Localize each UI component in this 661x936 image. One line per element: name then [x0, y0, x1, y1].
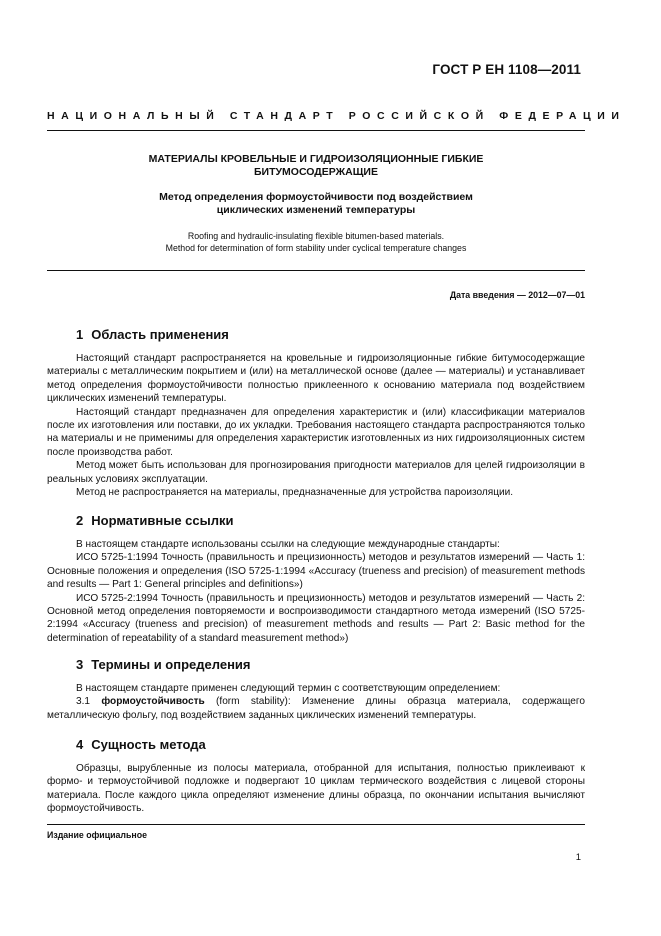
paragraph: Метод может быть использован для прогнозирования пригодности материалов для целей гидроизоляции в реальных условиях эксплуатации.	[47, 460, 585, 485]
section-title: Нормативные ссылки	[91, 513, 234, 528]
reference-iso-5725-1: ИСО 5725-1:1994 Точность (правильность и прецизионность) методов и результатов измерений — Часть 1: Основные положения и определения (ISO 5725-1:1994 «Accuracy (trueness and precision) of measurement methods and results — Part 1: General principles and definitions»)	[47, 552, 585, 591]
section-title: Термины и определения	[91, 657, 251, 672]
section-number: 2	[76, 513, 84, 528]
national-standard-banner: НАЦИОНАЛЬНЫЙ СТАНДАРТ РОССИЙСКОЙ ФЕДЕРАЦИИ	[47, 110, 626, 122]
section-2-heading	[76, 513, 233, 528]
section-title: Сущность метода	[91, 737, 206, 752]
section-number: 1	[76, 327, 84, 342]
section-4-heading	[76, 737, 206, 752]
section-3-heading	[76, 657, 251, 672]
document-title	[47, 153, 585, 179]
english-title	[47, 230, 585, 254]
term: формоустойчивость	[101, 696, 205, 708]
page-number: 1	[575, 852, 581, 863]
title-line-1: МАТЕРИАЛЫ КРОВЕЛЬНЫЕ И ГИДРОИЗОЛЯЦИОННЫЕ ГИБКИЕ	[148, 153, 484, 165]
section-1-body	[47, 352, 585, 499]
english-title-line-2: Method for determination of form stability under cyclical temperature changes	[165, 243, 467, 253]
section-number: 3	[76, 657, 84, 672]
paragraph: Настоящий стандарт распространяется на кровельные и гидроизоляционные гибкие битумосодержащие материалы с металлическим покрытием и (или) на металлической основе (далее — материалы) и устанавливает метод определения формоустойчивости полностью приклеенного к основанию материала под воздействием циклических изменений температуры.	[47, 353, 585, 405]
header-divider	[47, 130, 585, 131]
paragraph: Настоящий стандарт предназначен для определения характеристик и (или) классификации материалов после их изготовления или поставки, до их укладки. Требования настоящего стандарта распространяются только на материалы и не применимы для определения характеристик изготовленных из них гидроизоляционных систем после производства работ.	[47, 406, 585, 458]
term-text: (form stability): Изменение длины образца материала, содержащего металлическую фольгу, под воздействием заданных циклических изменений температуры.	[47, 696, 585, 721]
section-2-body	[47, 538, 585, 645]
section-3-body	[47, 682, 585, 722]
paragraph: В настоящем стандарте применен следующий термин с соответствующим определением:	[76, 683, 501, 694]
reference-iso-5725-2: ИСО 5725-2:1994 Точность (правильность и прецизионность) методов и результатов измерений — Часть 2: Основной метод определения повторяемости и воспроизводимости стандартного метода измерений (ISO 5725-2:1994 «Accuracy (trueness and precision) of measurement methods and results — Part 2: Basic method for the determination of repeatability of a standard measurement method»)	[47, 592, 585, 644]
section-number: 4	[76, 737, 84, 752]
paragraph: Метод не распространяется на материалы, предназначенные для устройства пароизоляции.	[76, 487, 514, 499]
footer-divider	[47, 824, 585, 825]
title-divider	[47, 270, 585, 271]
section-1-heading	[76, 327, 229, 342]
introduction-date: Дата введения — 2012—07—01	[449, 290, 585, 300]
section-title: Область применения	[91, 327, 229, 342]
subtitle-line-1: Метод определения формоустойчивости под воздействием	[159, 191, 473, 203]
official-edition-label: Издание официальное	[47, 830, 147, 840]
paragraph: Образцы, вырубленные из полосы материала, отобранной для испытания, полностью приклеивают к формо- и термоустойчивой подложке и подвергают 10 циклам термического воздействия с лицевой стороны материала. После каждого цикла определяют изменение длины образца, по окончании испытания вычисляют формоустойчивость.	[47, 763, 585, 815]
document-subtitle	[47, 191, 585, 217]
title-line-2: БИТУМОСОДЕРЖАЩИЕ	[254, 166, 378, 178]
document-code: ГОСТ Р ЕН 1108—2011	[432, 62, 581, 77]
section-4-body	[47, 762, 585, 816]
subtitle-line-2: циклических изменений температуры	[216, 204, 416, 216]
term-definition	[47, 695, 585, 722]
english-title-line-1: Roofing and hydraulic-insulating flexible bitumen-based materials.	[187, 231, 445, 241]
paragraph: В настоящем стандарте использованы ссылки на следующие международные стандарты:	[76, 539, 500, 550]
term-number: 3.1	[76, 696, 91, 708]
